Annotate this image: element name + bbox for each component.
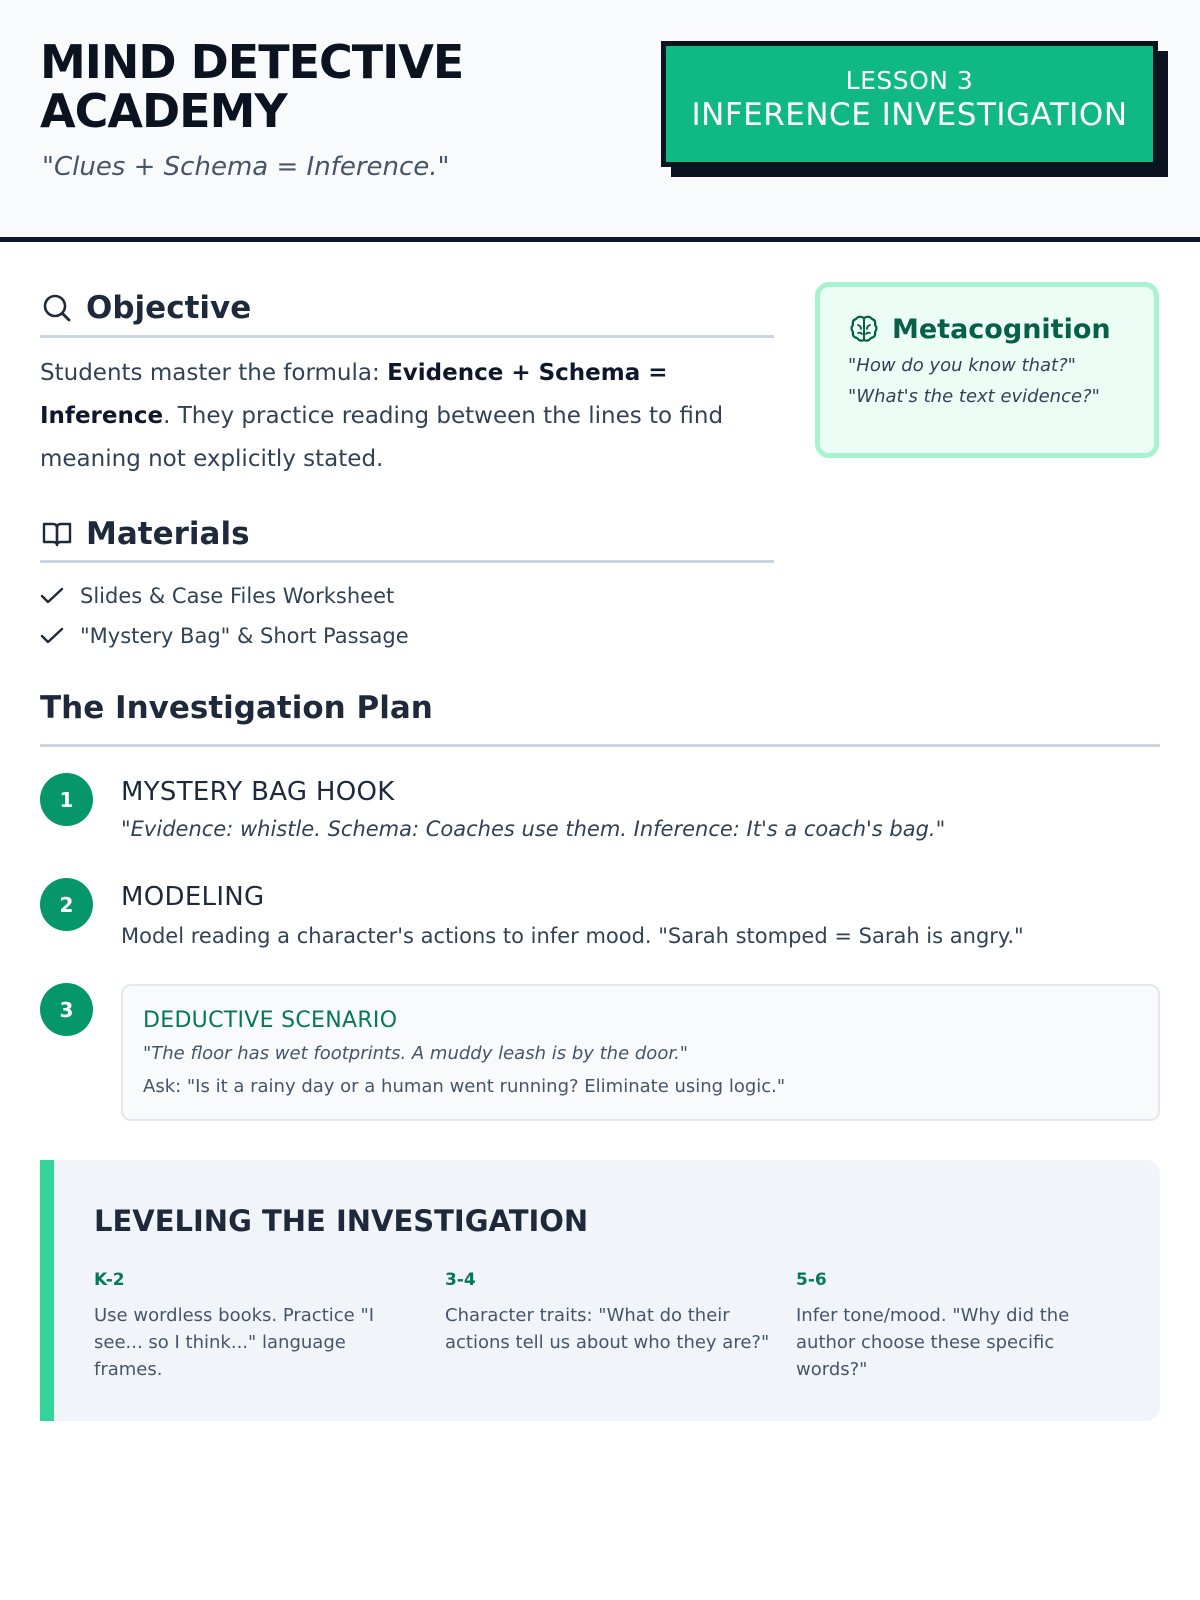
material-label: Slides & Case Files Worksheet bbox=[80, 584, 395, 608]
metacognition-card bbox=[815, 282, 1159, 458]
level-grade: 3-4 bbox=[445, 1270, 476, 1290]
materials-list bbox=[40, 576, 409, 656]
metacognition-heading bbox=[848, 313, 1126, 345]
level-text: Infer tone/mood. "Why did the author choose these specific words?" bbox=[796, 1305, 1070, 1380]
lesson-badge bbox=[661, 41, 1158, 167]
level-text: Character traits: "What do their actions tell us about who they are?" bbox=[445, 1305, 770, 1353]
list-item bbox=[40, 616, 409, 656]
materials-heading bbox=[40, 507, 774, 563]
brand-title-line1: MIND DETECTIVE bbox=[40, 35, 464, 89]
plan-heading bbox=[40, 690, 1160, 747]
book-open-icon bbox=[40, 517, 74, 551]
objective-intro: Students master the formula: bbox=[40, 360, 388, 386]
step-description: Model reading a character's actions to infer mood. "Sarah stomped = Sarah is angry." bbox=[121, 924, 1024, 948]
step-number-badge: 3 bbox=[40, 983, 93, 1036]
level-column bbox=[94, 1270, 420, 1383]
objective-formula-part1: Evidence + Schema = bbox=[387, 360, 668, 386]
objective-formula-part2: Inference bbox=[40, 403, 164, 429]
search-icon bbox=[40, 291, 74, 325]
level-grade: K-2 bbox=[94, 1270, 125, 1290]
level-grade: 5-6 bbox=[796, 1270, 827, 1290]
list-item bbox=[40, 576, 409, 616]
brand-title-line2: ACADEMY bbox=[40, 84, 287, 138]
step-description: "Evidence: whistle. Schema: Coaches use them. Inference: It's a coach's bag." bbox=[121, 817, 946, 841]
deductive-scenario-card bbox=[121, 984, 1160, 1121]
metacognition-question: "How do you know that?" bbox=[848, 355, 1076, 376]
metacognition-title: Metacognition bbox=[892, 313, 1111, 345]
check-icon bbox=[40, 627, 70, 645]
scenario-ask: Ask: "Is it a rainy day or a human went running? Eliminate using logic." bbox=[143, 1076, 786, 1097]
brain-icon bbox=[848, 313, 880, 345]
metacognition-question: "What's the text evidence?" bbox=[848, 386, 1100, 407]
level-column bbox=[445, 1270, 771, 1356]
objective-text bbox=[40, 352, 780, 481]
scenario-title: DEDUCTIVE SCENARIO bbox=[143, 1008, 398, 1033]
check-icon bbox=[40, 587, 70, 605]
step-number-badge: 2 bbox=[40, 878, 93, 931]
scenario-quote: "The floor has wet footprints. A muddy leash is by the door." bbox=[143, 1043, 689, 1064]
plan-title: The Investigation Plan bbox=[40, 690, 433, 726]
lesson-number: LESSON 3 bbox=[845, 66, 974, 95]
step-number-badge: 1 bbox=[40, 773, 93, 826]
step-title: MYSTERY BAG HOOK bbox=[121, 777, 395, 807]
level-text: Use wordless books. Practice "I see... so I think..." language frames. bbox=[94, 1305, 375, 1380]
step-title: MODELING bbox=[121, 882, 265, 912]
objective-title: Objective bbox=[86, 289, 252, 326]
leveling-title: LEVELING THE INVESTIGATION bbox=[94, 1204, 589, 1238]
leveling-panel bbox=[40, 1160, 1160, 1421]
objective-heading bbox=[40, 280, 774, 338]
brand-tagline: "Clues + Schema = Inference." bbox=[42, 152, 450, 182]
objective-rest: . They practice reading between the lines to find meaning not explicitly stated. bbox=[40, 403, 724, 472]
level-column bbox=[796, 1270, 1122, 1383]
page-header bbox=[0, 0, 1200, 242]
materials-title: Materials bbox=[86, 515, 250, 552]
material-label: "Mystery Bag" & Short Passage bbox=[80, 624, 409, 648]
brand-title bbox=[40, 35, 600, 138]
lesson-name: INFERENCE INVESTIGATION bbox=[691, 97, 1128, 133]
